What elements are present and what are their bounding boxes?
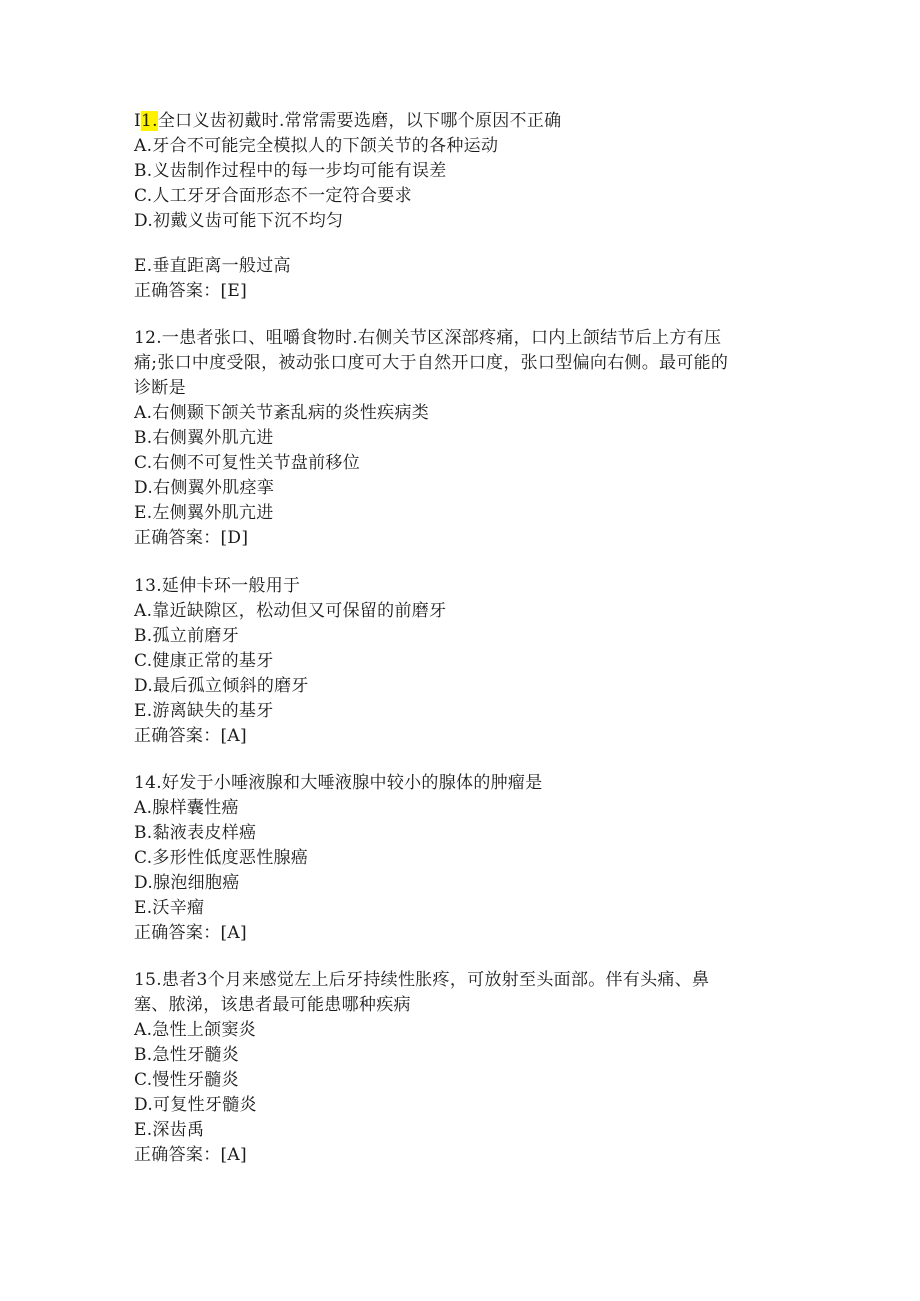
question-15 xyxy=(134,968,794,1168)
question-stem-line: 14.好发于小唾液腺和大唾液腺中较小的腺体的肿瘤是 xyxy=(134,773,543,793)
option-a: A.靠近缺隙区，松动但又可保留的前磨牙 xyxy=(134,601,447,621)
question-stem-line: 痛;张口中度受限，被动张口度可大于自然开口度，张口型偏向右侧。最可能的 xyxy=(134,353,729,373)
option-b: B.孤立前磨牙 xyxy=(134,626,239,646)
option-e: E.左侧翼外肌亢进 xyxy=(134,503,274,523)
option-a: A.右侧颞下颌关节紊乱病的炎性疾病类 xyxy=(134,403,430,423)
option-b: B.义齿制作过程中的每一步均可能有误差 xyxy=(134,161,447,181)
option-b: B.黏液表皮样癌 xyxy=(134,823,257,843)
correct-answer: 正确答案：[A] xyxy=(134,1145,247,1165)
option-e: E.深齿禹 xyxy=(134,1120,205,1140)
question-stem-line: 12.一患者张口、咀嚼食物时.右侧关节区深部疼痛，口内上颌结节后上方有压 xyxy=(134,328,722,348)
option-d: D.最后孤立倾斜的磨牙 xyxy=(134,676,309,696)
question-stem-text: 全口义齿初戴时.常常需要选磨，以下哪个原因不正确 xyxy=(157,111,562,131)
option-c: C.健康正常的基牙 xyxy=(134,651,274,671)
question-11 xyxy=(134,109,794,304)
option-e: E.沃辛瘤 xyxy=(134,898,205,918)
spacer xyxy=(134,234,794,254)
option-d: D.可复性牙髓炎 xyxy=(134,1095,257,1115)
correct-answer: 正确答案：[A] xyxy=(134,923,247,943)
option-e: E.垂直距离一般过高 xyxy=(134,256,291,276)
correct-answer: 正确答案：[A] xyxy=(134,726,247,746)
question-stem-line xyxy=(134,109,794,134)
option-a: A.急性上颌窦炎 xyxy=(134,1020,257,1040)
option-d: D.腺泡细胞癌 xyxy=(134,873,240,893)
question-stem-line: 13.延伸卡环一般用于 xyxy=(134,576,301,596)
option-a: A.牙合不可能完全模拟人的下颌关节的各种运动 xyxy=(134,136,499,156)
question-number-prefix: I xyxy=(134,111,142,131)
option-c: C.人工牙牙合面形态不一定符合要求 xyxy=(134,186,412,206)
question-12 xyxy=(134,326,794,551)
correct-answer: 正确答案：[E] xyxy=(134,281,248,301)
option-a: A.腺样囊性癌 xyxy=(134,798,239,818)
option-d: D.初戴义齿可能下沉不均匀 xyxy=(134,211,344,231)
option-d: D.右侧翼外肌痉挛 xyxy=(134,478,275,498)
option-c: C.右侧不可复性关节盘前移位 xyxy=(134,453,361,473)
question-13 xyxy=(134,574,794,749)
option-c: C.慢性牙髓炎 xyxy=(134,1070,239,1090)
option-b: B.右侧翼外肌亢进 xyxy=(134,428,274,448)
correct-answer: 正确答案：[D] xyxy=(134,528,249,548)
question-stem-line: 塞、脓涕，该患者最可能患哪种疾病 xyxy=(134,995,411,1015)
highlighted-question-number: 1. xyxy=(141,111,158,131)
question-14 xyxy=(134,771,794,946)
option-e: E.游离缺失的基牙 xyxy=(134,701,274,721)
option-b: B.急性牙髓炎 xyxy=(134,1045,239,1065)
question-stem-line: 15.患者3个月来感觉左上后牙持续性胀疼，可放射至头面部。伴有头痛、鼻 xyxy=(134,970,710,990)
question-stem-line: 诊断是 xyxy=(134,378,186,398)
option-c: C.多形性低度恶性腺癌 xyxy=(134,848,309,868)
